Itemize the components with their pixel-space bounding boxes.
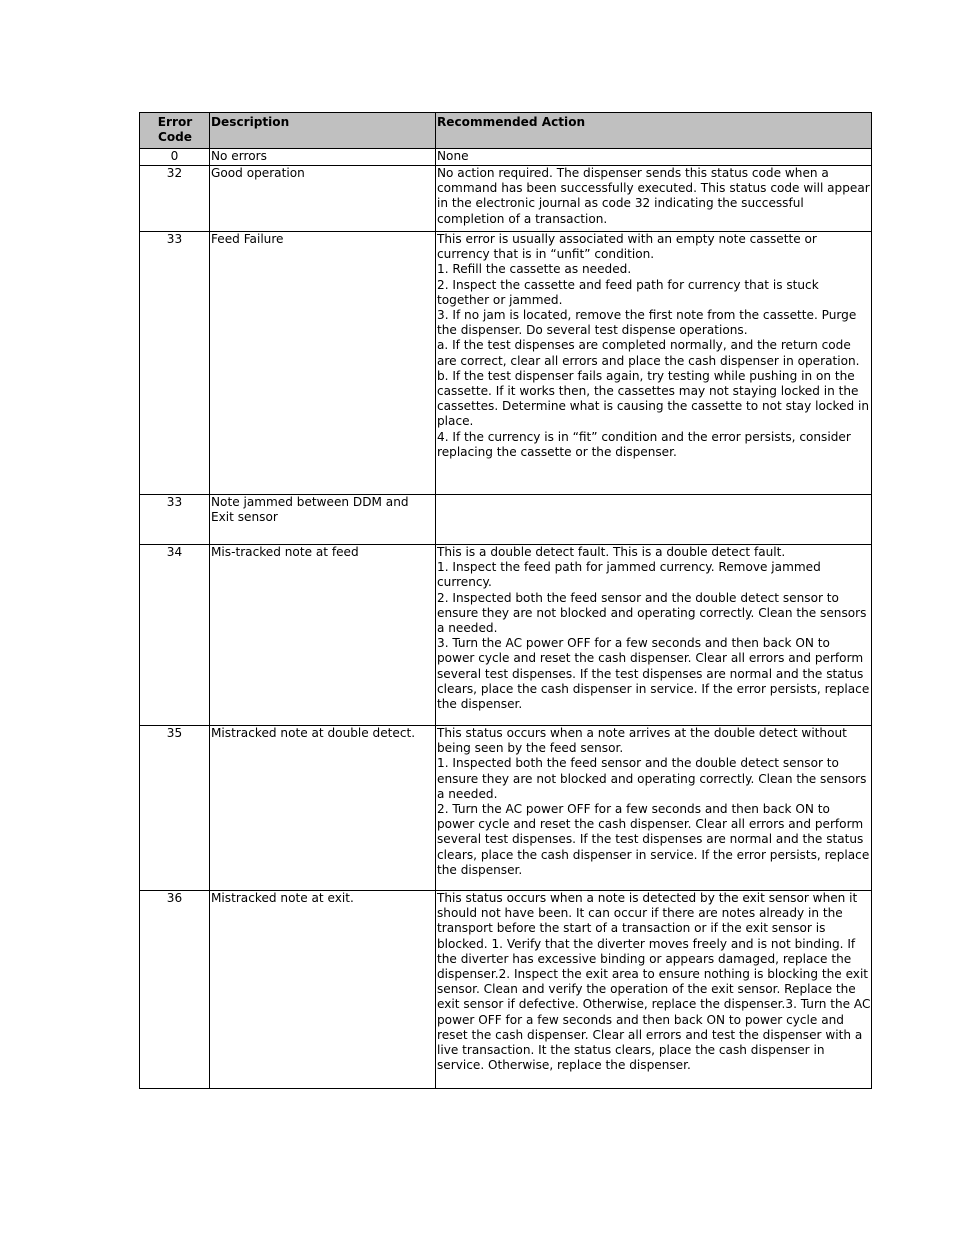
header-recommended-action: Recommended Action [436,113,872,149]
row-recommended-action: No action required. The dispenser sends this status code when a command has been successfully executed. This status code will appear in the electronic journal as code 32 indicating the successful completion of a transaction. [436,166,872,232]
table-header [140,113,872,149]
row-description: Note jammed between DDM and Exit sensor [210,495,436,545]
row-description: Feed Failure [210,232,436,495]
row-error-code: 33 [140,232,210,495]
row-error-code: 0 [140,149,210,166]
row-recommended-action: This status occurs when a note is detected by the exit sensor when it should not have been. It can occur if there are notes already in the transport before the start of a transaction or if the exit sensor is blocked. 1. Verify that the diverter moves freely and is not binding. If the diverter has excessive binding or appears damaged, replace the dispenser.2. Inspect the exit area to ensure nothing is blocking the exit sensor. Clean and verify the operation of the exit sensor. Replace the exit sensor if defective. Otherwise, replace the dispenser.3. Turn the AC power OFF for a few seconds and then back ON to power cycle and reset the cash dispenser. Clear all errors and test the dispenser with a live transaction. It the status clears, place the cash dispenser in service. Otherwise, replace the dispenser. [436,891,872,1089]
row-description: No errors [210,149,436,166]
row-description: Mistracked note at double detect. [210,726,436,891]
row-recommended-action: This error is usually associated with an empty note cassette or currency that is in “unfit” condition. 1. Refill the cassette as needed. 2. Inspect the cassette and feed path for currency that is stuck together or jammed. 3. If no jam is located, remove the first note from the cassette. Purge the dispenser. Do several test dispense operations. a. If the test dispenses are completed normally, and the return code are correct, clear all errors and place the cash dispenser in operation. b. If the test dispenser fails again, try testing while pushing in on the cassette. If it works then, the cassettes may not staying locked in the cassettes. Determine what is causing the cassette to not stay locked in place. 4. If the currency is in “fit” condition and the error persists, consider replacing the cassette or the dispenser. [436,232,872,495]
table-row [140,495,872,545]
row-error-code: 33 [140,495,210,545]
row-recommended-action: This status occurs when a note arrives at the double detect without being seen by the feed sensor. 1. Inspected both the feed sensor and the double detect sensor to ensure they are not blocked and operating correctly. Clean the sensors a needed. 2. Turn the AC power OFF for a few seconds and then back ON to power cycle and reset the cash dispenser. Clear all errors and perform several test dispenses. If the test dispenses are normal and the status clears, place the cash dispenser in service. If the error persists, replace the dispenser. [436,726,872,891]
row-error-code: 36 [140,891,210,1089]
row-error-code: 34 [140,545,210,726]
table-row [140,149,872,166]
row-description: Mis-tracked note at feed [210,545,436,726]
table-row [140,545,872,726]
row-recommended-action [436,495,872,545]
row-error-code: 32 [140,166,210,232]
table-row [140,726,872,891]
header-row [140,113,872,149]
table-body [140,149,872,1089]
table-row [140,232,872,495]
row-error-code: 35 [140,726,210,891]
row-recommended-action: None [436,149,872,166]
header-error-code: Error Code [140,113,210,149]
header-description: Description [210,113,436,149]
row-description: Good operation [210,166,436,232]
table-row [140,166,872,232]
row-description: Mistracked note at exit. [210,891,436,1089]
row-recommended-action: This is a double detect fault. This is a double detect fault. 1. Inspect the feed path for jammed currency. Remove jammed currency. 2. Inspected both the feed sensor and the double detect sensor to ensure they are not blocked and operating correctly. Clean the sensors a needed. 3. Turn the AC power OFF for a few seconds and then back ON to power cycle and reset the cash dispenser. Clear all errors and perform several test dispenses. If the test dispenses are normal and the status clears, place the cash dispenser in service. If the error persists, replace the dispenser. [436,545,872,726]
error-code-table [139,112,872,1089]
table-row [140,891,872,1089]
